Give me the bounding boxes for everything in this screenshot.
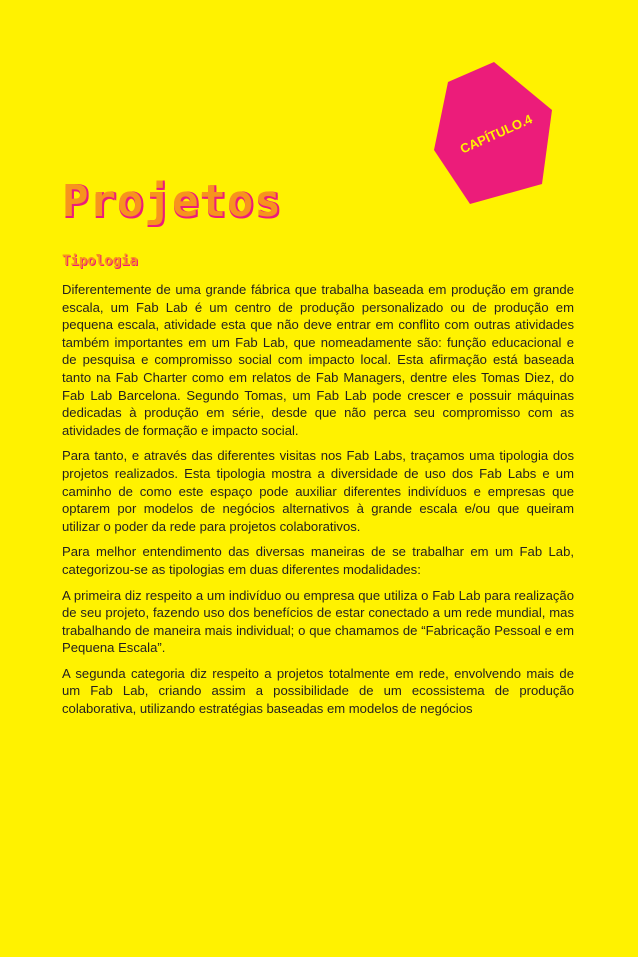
section-subtitle: Tipologia — [62, 253, 138, 269]
paragraph: Para melhor entendimento das diversas maneiras de se trabalhar em um Fab Lab, categorizou-se as tipologias em duas diferentes modalidades: — [62, 544, 574, 577]
paragraph: Diferentemente de uma grande fábrica que trabalha baseada em produção em grande escala, um Fab Lab é um centro de produção personalizado ou de produção em pequena escala, atividade esta que não deve entrar em conflito com outras atividades também importantes em um Fab Lab, que nomeadamente são: função educacional e de pesquisa e compromisso social com impacto local. Esta afirmação está baseada tanto na Fab Charter como em relatos de Fab Managers, dentre eles Tomas Diez, do Fab Lab Barcelona. Segundo Tomas, um Fab Lab pode crescer e possuir máquinas dedicadas à produção em série, desde que não perca seu compromisso com as atividades de formação e impacto social. — [62, 282, 574, 438]
body-text — [62, 281, 574, 726]
page-title: Projetos — [62, 176, 282, 227]
chapter-label: CAPÍTULO.4 — [457, 111, 535, 157]
hexagon-badge-icon — [432, 60, 558, 206]
paragraph: Para tanto, e através das diferentes visitas nos Fab Labs, traçamos uma tipologia dos projetos realizados. Esta tipologia mostra a diversidade de uso dos Fab Labs e um caminho de como este espaço pode auxiliar diferentes indivíduos e empresas que optarem por modelos de negócios alternativos à grande escala e/ou que queiram utilizar o poder da rede para projetos colaborativos. — [62, 448, 574, 534]
chapter-badge — [432, 60, 558, 206]
paragraph: A segunda categoria diz respeito a projetos totalmente em rede, envolvendo mais de um Fab Lab, criando assim a possibilidade de um ecossistema de produção colaborativa, utilizando estratégias baseadas em modelos de negócios — [62, 665, 574, 717]
paragraph: A primeira diz respeito a um indivíduo ou empresa que utiliza o Fab Lab para realização de seu projeto, fazendo uso dos benefícios de estar conectado a um rede mundial, mas trabalhando de maneira mais individual; o que chamamos de “Fabricação Pessoal e em Pequena Escala”. — [62, 587, 574, 656]
